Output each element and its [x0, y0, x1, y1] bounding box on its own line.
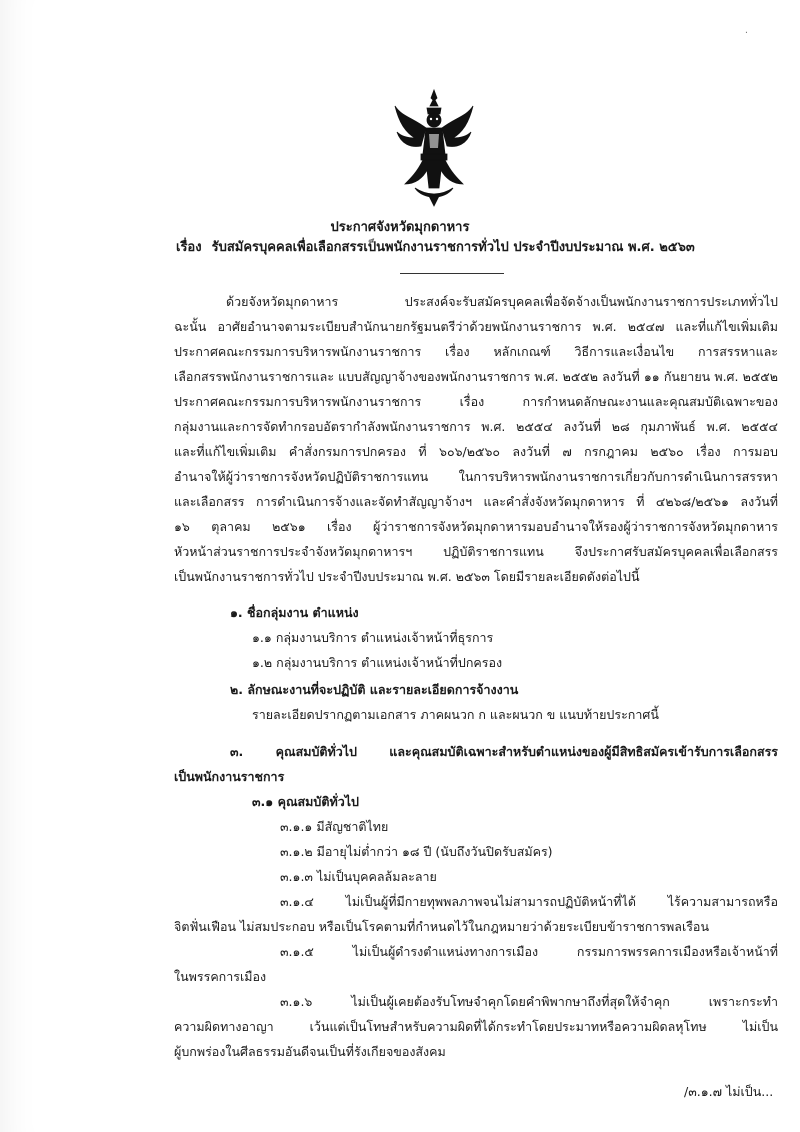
qualification-item: ๓.๑.๔ ไม่เป็นผู้ที่มีกายทุพพลภาพจนไม่สามารถปฏิบัติหน้าที่ได้ ไร้ความสามารถหรือ: [280, 894, 778, 909]
intro-line: ๑๖ ตุลาคม ๒๕๖๑ เรื่อง ผู้ว่าราชการจังหวัดมุกดาหารมอบอำนาจให้รองผู้ว่าราชการจังหวัดมุกดาหาร: [174, 519, 778, 534]
section-1-heading: ๑. ชื่อกลุ่มงาน ตำแหน่ง: [230, 605, 359, 620]
intro-line: อำนาจให้ผู้ว่าราชการจังหวัดปฏิบัติราชการแทน ในการบริหารพนักงานราชการเกี่ยวกับการดำเนินการสรรหา: [174, 469, 778, 484]
announcement-title: ประกาศจังหวัดมุกดาหาร: [330, 220, 470, 235]
qualification-item: ๓.๑.๒ มีอายุไม่ต่ำกว่า ๑๘ ปี (นับถึงวันปิดรับสมัคร): [280, 844, 553, 859]
qualification-item-cont: ผู้บกพร่องในศีลธรรมอันดีจนเป็นที่รังเกียจของสังคม: [174, 1044, 446, 1059]
qualification-item-cont: จิตฟั่นเฟือน ไม่สมประกอบ หรือเป็นโรคตามที่กำหนดไว้ในกฎหมายว่าด้วยระเบียบข้าราชการพลเรือน: [174, 919, 709, 934]
qualification-item-cont: ในพรรคการเมือง: [174, 969, 267, 984]
intro-line: และที่แก้ไขเพิ่มเติม คำสั่งกรมการปกครอง ที่ ๖๐๖/๒๕๖๐ ลงวันที่ ๗ กรกฎาคม ๒๕๖๐ เรื่อง การมอบ: [174, 444, 778, 459]
subject-label: เรื่อง: [176, 240, 202, 255]
intro-line: หัวหน้าส่วนราชการประจำจังหวัดมุกดาหารฯ ปฏิบัติราชการแทน จึงประกาศรับสมัครบุคคลเพื่อเลือกสรร: [174, 544, 778, 559]
title-divider: [400, 273, 504, 274]
section-3-heading: ๓. คุณสมบัติทั่วไป และคุณสมบัติเฉพาะสำหรับตำแหน่งของผู้มีสิทธิสมัครเข้ารับการเลือกสรร: [230, 744, 778, 759]
announcement-subject: [176, 236, 776, 257]
intro-line: กลุ่มงานและการจัดทำกรอบอัตรากำลังพนักงานราชการ พ.ศ. ๒๕๕๔ ลงวันที่ ๒๘ กุมภาพันธ์ พ.ศ. ๒๕๕๔: [174, 419, 778, 434]
intro-line: และเลือกสรร การดำเนินการจ้างและจัดทำสัญญาจ้างฯ และคำสั่งจังหวัดมุกดาหาร ที่ ๔๒๖๘/๒๕๖๑ ลงวันที่: [174, 494, 778, 509]
qualification-item: ๓.๑.๑ มีสัญชาติไทย: [280, 819, 389, 834]
qualification-item: ๓.๑.๓ ไม่เป็นบุคคลล้มละลาย: [280, 869, 437, 884]
intro-line: เลือกสรรพนักงานราชการและ แบบสัญญาจ้างของพนักงานราชการ พ.ศ. ๒๕๕๒ ลงวันที่ ๑๑ กันยายน พ.ศ. ๒๕๕๒: [174, 369, 778, 384]
qualification-item: ๓.๑.๖ ไม่เป็นผู้เคยต้องรับโทษจำคุกโดยคำพิพากษาถึงที่สุดให้จำคุก เพราะกระทำ: [280, 994, 778, 1009]
qualification-item: ๓.๑.๕ ไม่เป็นผู้ดำรงตำแหน่งทางการเมือง กรรมการพรรคการเมืองหรือเจ้าหน้าที่: [280, 944, 778, 959]
section-3-heading-cont: เป็นพนักงานราชการ: [174, 769, 285, 784]
intro-line: ประกาศคณะกรรมการบริหารพนักงานราชการ เรื่อง การกำหนดลักษณะงานและคุณสมบัติเฉพาะของ: [174, 394, 778, 409]
qualification-item-cont: ความผิดทางอาญา เว้นแต่เป็นโทษสำหรับความผิดที่ได้กระทำโดยประมาทหรือความผิดลหุโทษ ไม่เป็น: [174, 1019, 778, 1034]
subject-text: รับสมัครบุคคลเพื่อเลือกสรรเป็นพนักงานราชการทั่วไป ประจำปีงบประมาณ พ.ศ. ๒๕๖๓: [211, 240, 695, 255]
section-2-heading: ๒. ลักษณะงานที่จะปฏิบัติ และรายละเอียดการจ้างงาน: [230, 682, 519, 697]
intro-line: เป็นพนักงานราชการทั่วไป ประจำปีงบประมาณ พ.ศ. ๒๕๖๓ โดยมีรายละเอียดดังต่อไปนี้: [174, 569, 640, 584]
intro-line: ด้วยจังหวัดมุกดาหาร ประสงค์จะรับสมัครบุคคลเพื่อจัดจ้างเป็นพนักงานราชการประเภททั่วไป: [226, 294, 778, 309]
section-2-body: รายละเอียดปรากฏตามเอกสาร ภาคผนวก ก และผนวก ข แนบท้ายประกาศนี้: [252, 707, 659, 722]
continuation-note: /๓.๑.๗ ไม่เป็น...: [684, 1084, 774, 1099]
intro-line: ประกาศคณะกรรมการบริหารพนักงานราชการ เรื่อง หลักเกณฑ์ วิธีการและเงื่อนไข การสรรหาและ: [174, 344, 778, 359]
section-1-item: ๑.๑ กลุ่มงานบริการ ตำแหน่งเจ้าหน้าที่ธุรการ: [252, 630, 494, 645]
section-3-1-heading: ๓.๑ คุณสมบัติทั่วไป: [252, 794, 359, 809]
scan-mark: ·: [744, 28, 748, 39]
garuda-emblem-icon: [393, 88, 475, 208]
intro-line: ฉะนั้น อาศัยอำนาจตามระเบียบสำนักนายกรัฐมนตรีว่าด้วยพนักงานราชการ พ.ศ. ๒๕๔๗ และที่แก้ไขเพิ่มเติม: [174, 319, 778, 334]
section-1-item: ๑.๒ กลุ่มงานบริการ ตำแหน่งเจ้าหน้าที่ปกครอง: [252, 655, 503, 670]
